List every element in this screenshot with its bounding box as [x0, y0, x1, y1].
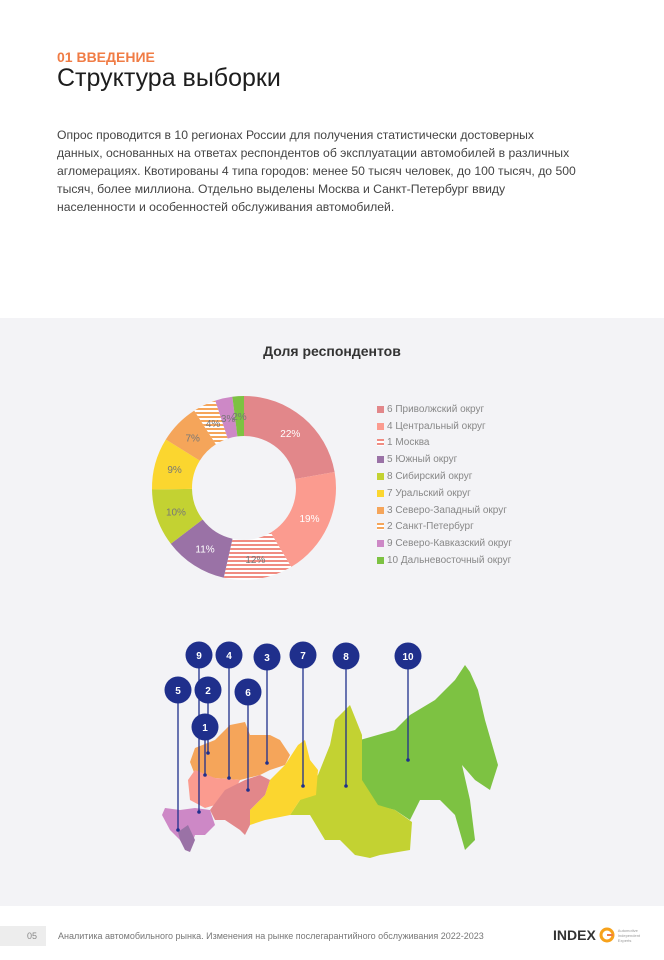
pin-dot	[344, 784, 348, 788]
slice-label: 3%	[220, 413, 236, 425]
pin-dot	[197, 810, 201, 814]
pin-dot	[406, 758, 410, 762]
legend-label: 10 Дальневосточный округ	[387, 555, 512, 567]
pin-dot	[176, 828, 180, 832]
slice-label: 12%	[245, 555, 266, 567]
pin-dot	[227, 776, 231, 780]
pin-dot	[246, 788, 250, 792]
pin-number: 4	[226, 651, 232, 662]
pin-number: 3	[264, 653, 270, 664]
legend-label: 3 Северо-Западный округ	[387, 504, 507, 516]
slice-label: 19%	[299, 513, 320, 525]
slice-label: 2%	[232, 412, 247, 424]
pin-number: 7	[300, 651, 306, 662]
index-logo	[553, 927, 646, 943]
slice-label: 11%	[195, 544, 215, 556]
slice-label: 22%	[280, 428, 301, 440]
pin-number: 8	[343, 652, 349, 663]
logo-subtitle: Automotive Independent Experts	[617, 927, 641, 943]
legend-label: 2 Санкт-Петербург	[387, 521, 474, 533]
legend-label: 7 Уральский округ	[387, 487, 471, 499]
pin-dot	[301, 784, 305, 788]
legend-label: 8 Сибирский округ	[387, 471, 473, 483]
pin-dot	[203, 773, 207, 777]
footer-text: Аналитика автомобильного рынка. Изменения на рынке послегарантийного обслуживания 2022-2023	[58, 931, 484, 941]
legend-label: 1 Москва	[387, 437, 430, 449]
slice-label: 4%	[205, 418, 221, 430]
slice-label: 7%	[185, 433, 200, 445]
pin-dot	[265, 761, 269, 765]
legend-label: 6 Приволжский округ	[387, 403, 485, 415]
pin-number: 6	[245, 688, 251, 699]
pin-number: 5	[175, 686, 181, 697]
legend-label: 9 Северо-Кавказский округ	[387, 538, 512, 550]
page-title: Структура выборки	[57, 64, 281, 92]
pin-number: 9	[196, 651, 202, 662]
intro-text: Опрос проводится в 10 регионах России для получения статистически достоверных данных, основанных на ответах респондентов об эксплуатации автомобилей в различных агломерациях. Квотированы 4 типа городов: менее 50 тысяч человек, до 100 тысяч, до 500 тысяч, более миллиона. Отдельно выделены Москва и Санкт-Петербург ввиду населенности и особенностей обслуживания автомобилей.	[57, 128, 576, 214]
page-number: 05	[27, 931, 38, 941]
legend-label: 4 Центральный округ	[387, 420, 486, 432]
slice-label: 9%	[167, 464, 182, 476]
page-number-box	[0, 926, 46, 946]
legend-label: 5 Южный округ	[387, 454, 458, 466]
pin-number: 2	[205, 686, 211, 697]
slice-label: 10%	[165, 507, 186, 519]
chart-title: Доля респондентов	[263, 343, 401, 359]
pin-dot	[206, 751, 210, 755]
logo-icon	[599, 927, 615, 943]
pin-number: 10	[402, 652, 414, 663]
pin-number: 1	[202, 723, 208, 734]
logo-text: INDEX	[553, 927, 596, 943]
section-kicker: 01 ВВЕДЕНИЕ	[57, 49, 155, 65]
